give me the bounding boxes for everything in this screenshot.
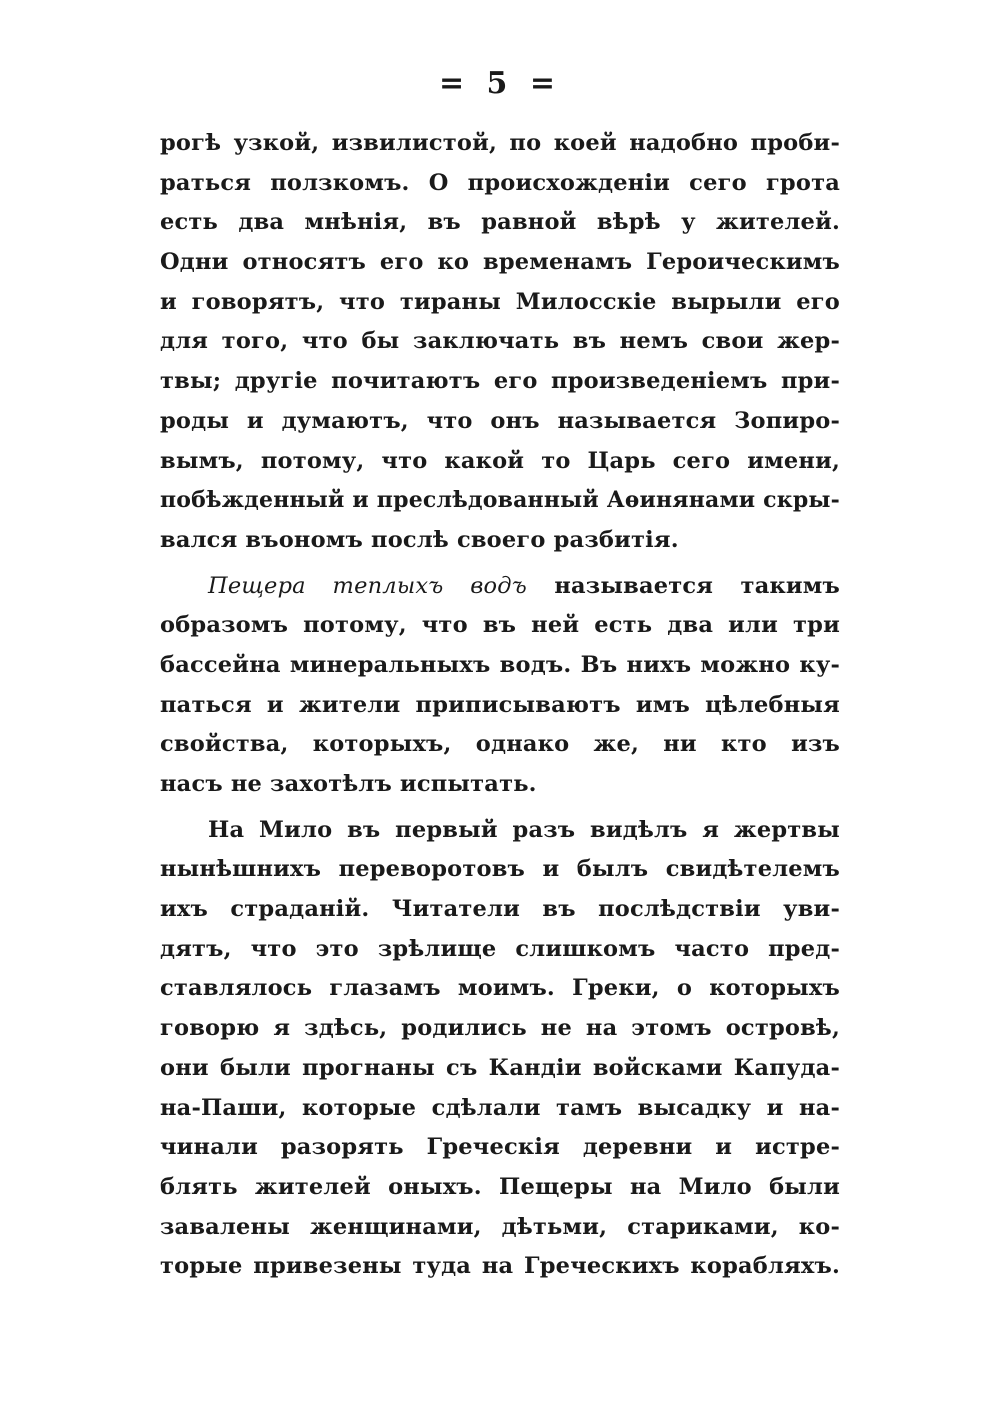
- text-line: ставлялось глазамъ моимъ. Греки, о которыхъ: [160, 975, 840, 1002]
- text-line: дятъ, что это зрѣлище слишкомъ часто пред-: [160, 935, 840, 962]
- text-line: вался въономъ послѣ своего разбитія.: [160, 526, 679, 553]
- text-line: ихъ страданій. Читатели въ послѣдствіи уви-: [160, 896, 840, 923]
- text-line: для того, что бы заключать въ немъ свои жер-: [160, 328, 840, 355]
- text-line: На Мило въ первый разъ видѣлъ я жертвы: [208, 816, 840, 843]
- body-text: [160, 124, 840, 1287]
- text-line: рогѣ узкой, извилистой, по коей надобно проби-: [160, 130, 840, 156]
- text-line: есть два мнѣнія, въ равной вѣрѣ у жителей.: [160, 209, 840, 236]
- text-line: торые привезены туда на Греческихъ корабляхъ.: [160, 1253, 840, 1280]
- text-line: чинали разорять Греческія деревни и истре-: [160, 1134, 840, 1161]
- paragraph-1: [160, 124, 840, 561]
- text-line: раться ползкомъ. О происхожденіи сего грота: [160, 169, 840, 196]
- text-line: свойства, которыхъ, однако же, ни кто изъ: [160, 731, 840, 758]
- page-number: = 5 =: [438, 66, 562, 101]
- text-line: Одни относятъ его ко временамъ Героическимъ: [160, 249, 840, 276]
- text-line: бассейна минеральныхъ водъ. Въ нихъ можно ку-: [160, 651, 840, 678]
- text-line: на-Паши, которые сдѣлали тамъ высадку и на-: [160, 1094, 840, 1121]
- text-line: вымъ, потому, что какой то Царь сего имени,: [160, 447, 840, 474]
- paragraph-2: [160, 567, 840, 805]
- text-line: твы; другіе почитаютъ его произведеніемъ при-: [160, 368, 840, 395]
- text-line: образомъ потому, что въ ней есть два или три: [160, 612, 840, 639]
- text-line: роды и думаютъ, что онъ называется Зопиро-: [160, 407, 840, 434]
- text-line: они были прогнаны съ Кандіи войсками Капуда-: [160, 1054, 840, 1081]
- italic-term: Пещера теплыхъ водъ: [208, 572, 527, 599]
- text-line: паться и жители приписываютъ имъ цѣлебныя: [160, 691, 840, 718]
- text-line: завалены женщинами, дѣтьми, стариками, ко-: [160, 1213, 840, 1240]
- text-line: блять жителей оныхъ. Пещеры на Мило были: [160, 1173, 840, 1200]
- text-line: нынѣшнихъ переворотовъ и былъ свидѣтелемъ: [160, 856, 840, 883]
- text-line: побѣжденный и преслѣдованный Аѳинянами скры-: [160, 487, 841, 514]
- text-line: и говорятъ, что тираны Милосскіе вырыли его: [160, 288, 840, 315]
- text-line: насъ не захотѣлъ испытать.: [160, 771, 537, 797]
- text-span: называется такимъ: [526, 572, 841, 599]
- text-line: говорю я здѣсь, родились не на этомъ островѣ,: [160, 1015, 840, 1042]
- paragraph-3: [160, 811, 840, 1287]
- text-line: [160, 567, 840, 607]
